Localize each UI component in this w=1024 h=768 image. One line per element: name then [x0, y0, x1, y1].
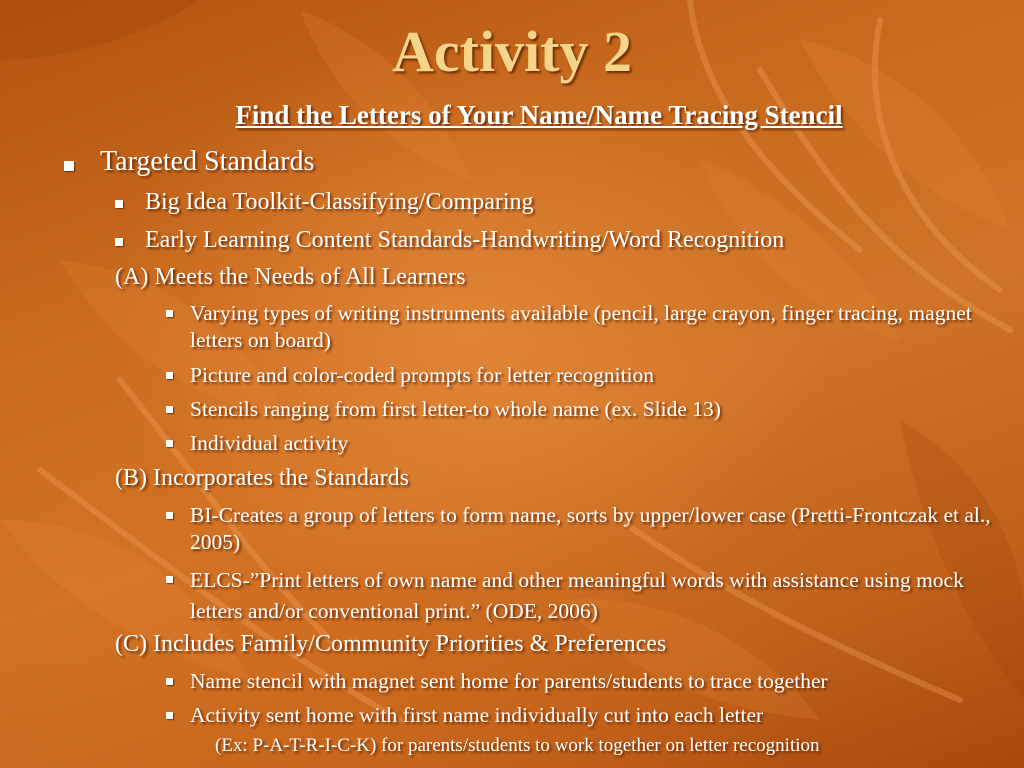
- standard-item: Big Idea Toolkit-Classifying/Comparing: [145, 189, 534, 215]
- section-a-item: Varying types of writing instruments available (pencil, large crayon, finger tracing, magnet letters on board): [190, 301, 972, 352]
- section-a-label: (A) Meets the Needs of All Learners: [115, 264, 466, 290]
- section-b-item: ELCS-”Print letters of own name and other meaningful words with assistance using mock letters and/or conventional print.” (ODE, 2006): [190, 568, 964, 623]
- section-a-item: Picture and color-coded prompts for letter recognition: [190, 363, 655, 387]
- bullet-icon: [166, 678, 173, 685]
- section-a-item: Individual activity: [190, 431, 349, 455]
- slide-subtitle: Find the Letters of Your Name/Name Tracing Stencil: [235, 100, 843, 130]
- section-c-label: (C) Includes Family/Community Priorities & Preferences: [115, 631, 667, 657]
- bullet-icon: [166, 440, 173, 447]
- bullet-icon: [115, 238, 123, 246]
- heading-targeted-standards: Targeted Standards: [100, 146, 315, 177]
- bullet-icon: [166, 712, 173, 719]
- bullet-icon: [166, 576, 173, 583]
- bullet-icon: [166, 372, 173, 379]
- section-b-item: BI-Creates a group of letters to form name, sorts by upper/lower case (Pretti-Frontczak et al., 2005): [190, 503, 991, 554]
- slide-title: Activity 2: [392, 19, 632, 84]
- section-a-item: Stencils ranging from first letter-to whole name (ex. Slide 13): [190, 397, 721, 421]
- bullet-icon: [166, 512, 173, 519]
- section-c-item: Activity sent home with first name individually cut into each letter: [190, 703, 764, 727]
- bullet-icon: [64, 161, 74, 171]
- bullet-icon: [166, 310, 173, 317]
- bullet-icon: [166, 406, 173, 413]
- standard-item: Early Learning Content Standards-Handwriting/Word Recognition: [145, 227, 785, 253]
- section-c-item: Name stencil with magnet sent home for parents/students to trace together: [190, 669, 828, 693]
- section-c-note: (Ex: P-A-T-R-I-C-K) for parents/students to work together on letter recognition: [215, 735, 820, 756]
- section-b-label: (B) Incorporates the Standards: [115, 465, 409, 491]
- bullet-icon: [115, 200, 123, 208]
